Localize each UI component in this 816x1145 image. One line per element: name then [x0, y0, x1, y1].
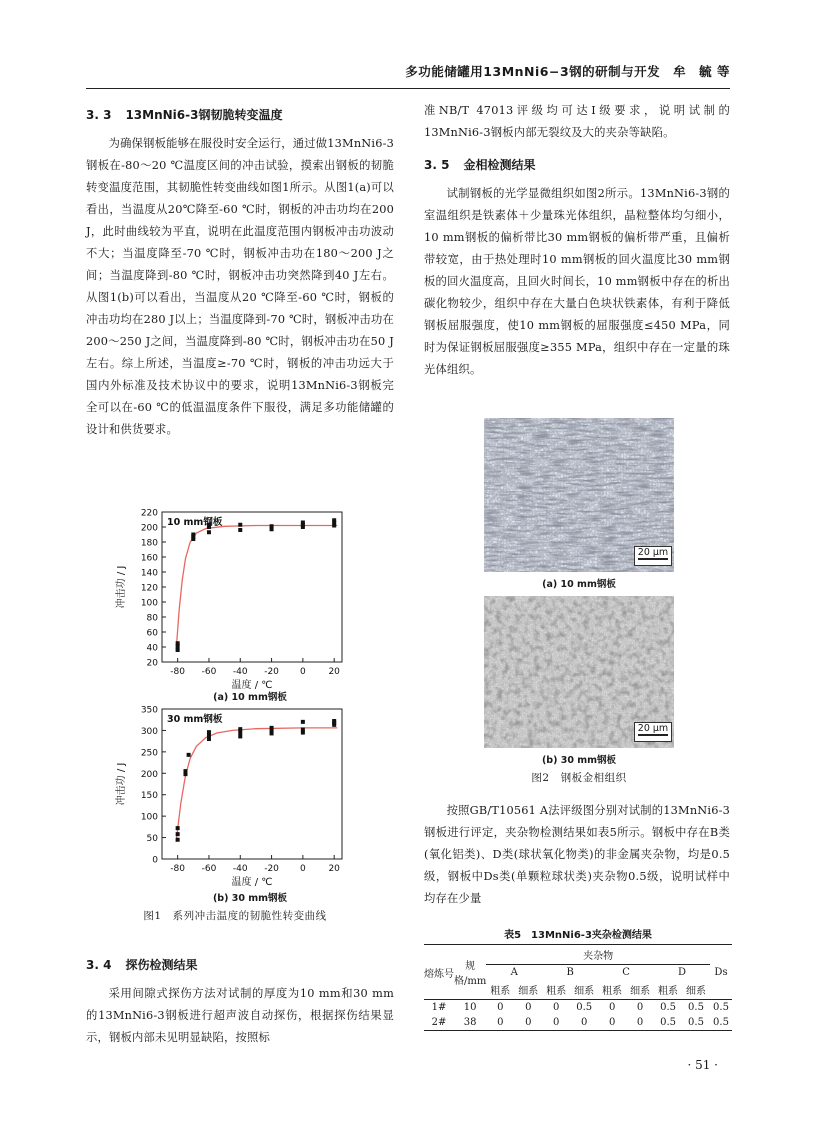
figure1-b-label: (b) 30 mm钢板 — [212, 893, 288, 904]
th-inclusion: 夹杂物 — [486, 945, 710, 965]
running-header: 多功能储罐用13MnNi6−3钢的研制与开发 牟 毓 等 — [405, 64, 730, 79]
figure1-caption: 图1 系列冲击温度的韧脆性转变曲线 — [143, 910, 327, 922]
th-sub: 粗系 — [546, 986, 567, 997]
data-point — [270, 524, 274, 528]
cell-heat: 1# — [431, 1002, 447, 1013]
data-point — [332, 518, 336, 522]
y-tick-label: 100 — [140, 598, 158, 609]
x-tick-label: 20 — [328, 864, 340, 874]
cell-value: 0 — [608, 1017, 616, 1028]
y-tick-label: 350 — [140, 705, 158, 716]
section-number: 3. 4 — [86, 958, 112, 972]
data-point — [176, 648, 180, 652]
section-3-3-paragraph: 为确保钢板能够在服役时安全运行，通过做13MnNi6-3钢板在-80～20 ℃温度区间的冲击试验，摸索出钢板的韧脆转变温度范围，其韧脆性转变曲线如图1所示。从图1(a)可以看出，当温度从20℃降至-60 ℃时，钢板的冲击功均在200 J，此时曲线较为平直，说明在此温度范围内钢板冲击功波动不大；当温度降至-70 ℃时，钢板冲击功在180～200 J之间；当温度降到-80 ℃时，钢板冲击功突然降到40 J左右。从图1(b)可以看出，当温度从20 ℃降至-60 ℃时，钢板的冲击功均在280 J以上；当温度降到-70 ℃时，钢板冲击功在200～250 J之间，当温度降到-80 ℃时，钢板冲击功在50 J左右。综上所述，当温度≥-70 ℃时，钢板的冲击功远大于国内外标准及技术协议中的要求，说明13MnNi6-3钢板完全可以在-60 ℃的低温温度条件下服役，满足多功能储罐的设计和供货要求。 — [86, 137, 394, 436]
cell-value: 0 — [608, 1002, 616, 1013]
data-point — [176, 832, 180, 836]
y-tick-label: 180 — [140, 538, 158, 549]
th-sub: 细系 — [518, 986, 539, 997]
figure2-caption: 图2 钢板金相组织 — [531, 772, 627, 784]
y-tick-label: 200 — [140, 769, 158, 780]
data-point — [270, 726, 274, 730]
data-point — [207, 737, 211, 741]
th-sub: 细系 — [574, 986, 595, 997]
y-tick-label: 120 — [140, 583, 158, 594]
cell-value: 0 — [525, 1017, 532, 1028]
y-tick-label: 160 — [140, 553, 158, 564]
data-point — [207, 530, 211, 534]
section-number: 3. 5 — [424, 158, 450, 172]
th-type-a: A — [510, 967, 518, 978]
cell-value: 0.5 — [713, 1002, 729, 1013]
table5-title: 表5 13MnNi6-3夹杂检测结果 — [504, 930, 652, 941]
section-3-5-paragraph: 试制钢板的光学显微组织如图2所示。13MnNi6-3钢的室温组织是铁素体＋少量珠光体组织，晶粒整体均匀细小，10 mm钢板的偏析带比30 mm钢板的偏析带严重，且偏析带较宽，由于热处理时10 mm钢板的回火温度比30 mm钢板的回火温度高，且回火时间长，10 mm钢板中存在的析出碳化物较少，组织中存在大量白色块状铁素体，有利于降低钢板屈服强度，使10 mm钢板的屈服强度≤450 MPa，同时为保证钢板屈服强度≥355 MPa，组织中存在一定量的珠光体组织。 — [424, 187, 730, 376]
fit-curve — [176, 526, 337, 651]
figure2-b-label: (b) 30 mm钢板 — [541, 755, 617, 766]
table-row — [424, 1015, 732, 1031]
scale-bar-a — [634, 546, 672, 566]
y-axis-label: 冲击功 / J — [116, 762, 127, 806]
section-number: 3. 3 — [86, 108, 112, 122]
y-tick-label: 200 — [140, 523, 158, 534]
section-3-4 — [86, 950, 394, 1049]
section-3-4-continued: 准NB/T 47013评级均可达I级要求，说明试制的13MnNi6-3钢板内部无裂纹及大的夹杂等缺陷。 — [424, 104, 730, 139]
chart-inset-title: 30 mm钢板 — [167, 714, 223, 725]
th-sub: 粗系 — [658, 986, 679, 997]
data-point — [301, 728, 305, 732]
scale-bar-line — [638, 734, 668, 736]
page-number: · 51 · — [687, 1058, 718, 1072]
cell-spec: 10 — [463, 1002, 477, 1013]
scale-bar-line — [638, 558, 668, 560]
y-tick-label: 220 — [140, 508, 158, 519]
micrograph-10mm — [484, 418, 674, 572]
th-ds: Ds — [710, 945, 732, 1000]
data-point — [238, 727, 242, 731]
section-3-4-paragraph: 采用间隙式探伤方法对试制的厚度为10 mm和30 mm的13MnNi6-3钢板进行超声波自动探伤，根据探伤结果显示，钢板内部未见明显缺陷，按照标 — [86, 987, 394, 1044]
th-type-d: D — [678, 967, 687, 978]
x-tick-label: -60 — [201, 864, 217, 874]
y-tick-label: 250 — [140, 748, 158, 759]
section-title-text: 13MnNi6-3钢韧脆转变温度 — [125, 108, 283, 122]
x-tick-label: -80 — [170, 864, 186, 874]
y-tick-label: 60 — [146, 628, 158, 639]
data-point — [332, 719, 336, 723]
x-tick-label: -40 — [232, 667, 248, 677]
data-point — [238, 523, 242, 527]
cell-value: 0 — [636, 1017, 644, 1028]
x-axis-label: 温度 / ℃ — [231, 877, 273, 888]
data-point — [238, 731, 242, 735]
y-tick-label: 300 — [140, 726, 158, 737]
chart-inset-title: 10 mm钢板 — [167, 517, 223, 528]
th-sub: 粗系 — [490, 986, 511, 997]
x-tick-label: 20 — [328, 667, 340, 677]
data-point — [207, 730, 211, 734]
section-3-5-title — [424, 156, 730, 173]
section-title-text: 探伤检测结果 — [125, 958, 198, 972]
data-point — [301, 521, 305, 525]
y-axis-label: 冲击功 / J — [116, 565, 127, 609]
section-title-text: 金相检测结果 — [463, 158, 536, 172]
cell-value: 0 — [636, 1002, 644, 1013]
th-type-c: C — [622, 967, 630, 978]
plot-frame — [162, 709, 342, 859]
right-column-top — [424, 100, 730, 381]
data-point — [207, 734, 211, 738]
th-sub: 细系 — [686, 986, 706, 997]
x-tick-label: -60 — [201, 667, 217, 677]
y-tick-label: 0 — [152, 855, 158, 866]
th-type-b: B — [566, 967, 574, 978]
x-tick-label: -40 — [232, 864, 248, 874]
data-point — [238, 734, 242, 738]
data-point — [176, 641, 180, 645]
figure1-a-label: (a) 10 mm钢板 — [213, 692, 287, 703]
cell-value: 0 — [497, 1017, 504, 1028]
data-point — [183, 769, 187, 773]
th-sub: 细系 — [630, 986, 651, 997]
figure2-a-label: (a) 10 mm钢板 — [542, 579, 616, 590]
cell-value: 0.5 — [713, 1017, 729, 1028]
th-sub: 粗系 — [602, 986, 623, 997]
fit-curve — [176, 728, 337, 842]
scale-bar-label: 20 μm — [637, 723, 669, 734]
x-tick-label: -20 — [264, 864, 279, 874]
cell-value: 0 — [525, 1002, 532, 1013]
cell-spec: 38 — [463, 1017, 477, 1028]
section-3-4-title — [86, 956, 394, 973]
cell-value: 0.5 — [660, 1017, 676, 1028]
figure1-chart-a — [110, 506, 350, 692]
figure1-chart-b — [110, 703, 350, 889]
y-tick-label: 100 — [140, 812, 158, 823]
x-tick-label: 0 — [300, 864, 306, 874]
cell-value: 0 — [553, 1017, 560, 1028]
data-point — [176, 826, 180, 830]
table5 — [424, 944, 732, 1031]
x-tick-label: -20 — [264, 667, 279, 677]
cell-value: 0 — [553, 1002, 560, 1013]
header-rule — [86, 88, 730, 89]
data-point — [176, 838, 180, 842]
right-column-bottom — [424, 800, 730, 910]
cell-value: 0.5 — [688, 1002, 704, 1013]
cell-value: 0 — [580, 1017, 588, 1028]
scale-bar-b — [634, 722, 672, 742]
plot-frame — [162, 512, 342, 662]
scale-bar-label: 20 μm — [637, 547, 669, 558]
x-tick-label: -80 — [170, 667, 186, 677]
inclusion-paragraph: 按照GB/T10561 A法评级图分别对试制的13MnNi6-3钢板进行评定，夹杂物检测结果如表5所示。钢板中存在B类(氧化铝类)、D类(球状氧化物类)的非金属夹杂物，均是0.5级，钢板中Ds类(单颗粒球状类)夹杂物0.5级，说明试样中均存在少量 — [424, 804, 730, 905]
data-point — [301, 720, 305, 724]
micrograph-30mm — [484, 596, 674, 748]
th-heat: 熔炼号 — [424, 945, 454, 1000]
cell-value: 0 — [497, 1002, 504, 1013]
data-point — [238, 528, 242, 532]
cell-heat: 2# — [431, 1017, 447, 1028]
y-tick-label: 50 — [146, 834, 158, 845]
section-3-3-title — [86, 106, 394, 123]
th-spec: 规格/mm — [454, 945, 486, 1000]
data-point — [187, 753, 191, 757]
y-tick-label: 40 — [146, 643, 158, 654]
table-row — [424, 1000, 732, 1016]
y-tick-label: 80 — [146, 613, 158, 624]
y-tick-label: 140 — [140, 568, 158, 579]
data-point — [191, 533, 195, 537]
x-axis-label: 温度 / ℃ — [231, 680, 273, 691]
cell-value: 0.5 — [576, 1002, 593, 1013]
y-tick-label: 20 — [146, 658, 158, 669]
cell-value: 0.5 — [660, 1002, 676, 1013]
cell-value: 0.5 — [688, 1017, 704, 1028]
left-column — [86, 100, 394, 441]
y-tick-label: 150 — [140, 791, 158, 802]
x-tick-label: 0 — [300, 667, 306, 677]
